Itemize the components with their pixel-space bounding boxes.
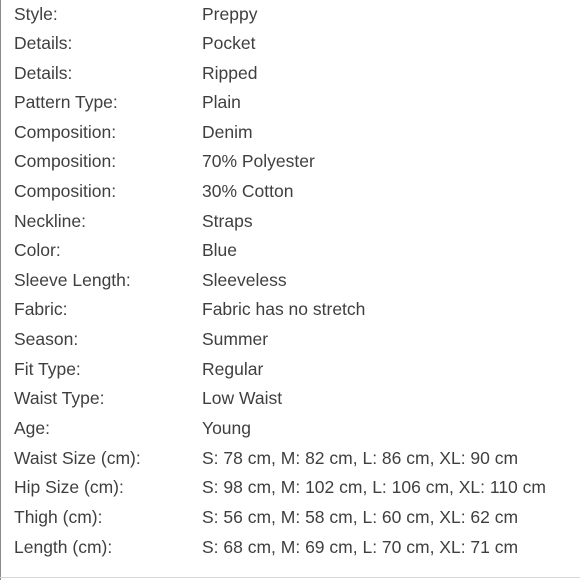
spec-row-composition bbox=[14, 148, 574, 174]
spec-label: Sleeve Length: bbox=[14, 270, 131, 290]
spec-row-fit-type bbox=[14, 356, 574, 382]
spec-row-style bbox=[14, 1, 574, 27]
spec-row-season bbox=[14, 326, 574, 352]
spec-label: Details: bbox=[14, 33, 73, 53]
spec-label: Composition: bbox=[14, 151, 117, 171]
spec-label: Composition: bbox=[14, 181, 117, 201]
spec-row-thigh bbox=[14, 504, 574, 530]
spec-label: Thigh (cm): bbox=[14, 507, 103, 527]
spec-value: S: 98 cm, M: 102 cm, L: 106 cm, XL: 110 cm bbox=[202, 477, 546, 497]
spec-value: Preppy bbox=[202, 4, 258, 24]
spec-label: Fabric: bbox=[14, 299, 68, 319]
spec-label: Waist Size (cm): bbox=[14, 448, 141, 468]
spec-value: 30% Cotton bbox=[202, 181, 294, 201]
spec-row-fabric bbox=[14, 296, 574, 322]
spec-label: Season: bbox=[14, 329, 79, 349]
spec-label: Composition: bbox=[14, 122, 117, 142]
spec-value: Sleeveless bbox=[202, 270, 287, 290]
spec-row-composition bbox=[14, 178, 574, 204]
spec-value: Young bbox=[202, 418, 251, 438]
spec-row-sleeve-length bbox=[14, 267, 574, 293]
spec-label: Style: bbox=[14, 4, 58, 24]
spec-value: Low Waist bbox=[202, 388, 283, 408]
spec-label: Waist Type: bbox=[14, 388, 105, 408]
spec-value: S: 78 cm, M: 82 cm, L: 86 cm, XL: 90 cm bbox=[202, 448, 519, 468]
spec-value: Blue bbox=[202, 240, 238, 260]
spec-row-neckline bbox=[14, 208, 574, 234]
spec-label: Color: bbox=[14, 240, 61, 260]
spec-label: Fit Type: bbox=[14, 359, 81, 379]
bottom-divider bbox=[0, 577, 580, 578]
spec-row-color bbox=[14, 237, 574, 263]
spec-label: Neckline: bbox=[14, 211, 86, 231]
spec-value: Straps bbox=[202, 211, 253, 231]
spec-value: Ripped bbox=[202, 63, 258, 83]
spec-value: Plain bbox=[202, 92, 241, 112]
spec-value: Regular bbox=[202, 359, 264, 379]
spec-label: Details: bbox=[14, 63, 73, 83]
spec-label: Pattern Type: bbox=[14, 92, 118, 112]
spec-value: Denim bbox=[202, 122, 253, 142]
spec-row-length bbox=[14, 534, 574, 560]
spec-value: S: 68 cm, M: 69 cm, L: 70 cm, XL: 71 cm bbox=[202, 537, 519, 557]
spec-row-details bbox=[14, 60, 574, 86]
spec-row-waist-size bbox=[14, 445, 574, 471]
spec-label: Length (cm): bbox=[14, 537, 113, 557]
spec-value: Pocket bbox=[202, 33, 256, 53]
spec-value: S: 56 cm, M: 58 cm, L: 60 cm, XL: 62 cm bbox=[202, 507, 519, 527]
spec-row-pattern-type bbox=[14, 89, 574, 115]
spec-row-waist-type bbox=[14, 385, 574, 411]
spec-row-composition bbox=[14, 119, 574, 145]
spec-label: Hip Size (cm): bbox=[14, 477, 124, 497]
spec-row-details bbox=[14, 30, 574, 56]
spec-row-age bbox=[14, 415, 574, 441]
spec-label: Age: bbox=[14, 418, 50, 438]
spec-value: 70% Polyester bbox=[202, 151, 315, 171]
spec-row-hip-size bbox=[14, 474, 574, 500]
spec-value: Fabric has no stretch bbox=[202, 299, 366, 319]
left-border bbox=[0, 0, 1, 580]
spec-value: Summer bbox=[202, 329, 269, 349]
